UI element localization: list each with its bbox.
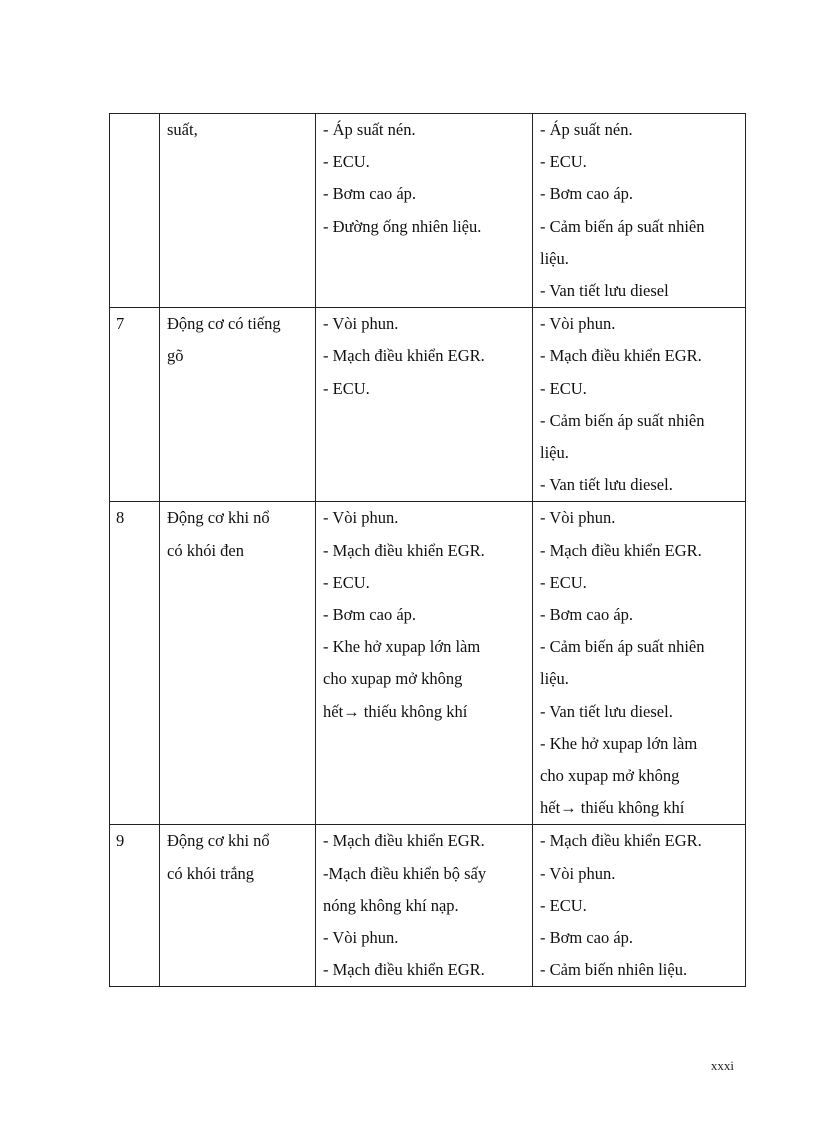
page-number: xxxi — [710, 1058, 734, 1073]
row-number-cell — [110, 502, 160, 825]
table-row — [110, 825, 746, 987]
cell-text-line: - ECU. — [540, 572, 587, 592]
cell-text-line: cho xupap mở không — [540, 766, 680, 786]
cell-text-line: - Van tiết lưu diesel. — [540, 475, 673, 495]
cell-text-line: - Vòi phun. — [323, 928, 399, 948]
cell-text-line: - ECU. — [540, 378, 587, 398]
cell-text-line: nóng không khí nạp. — [323, 895, 459, 915]
row-number-cell — [110, 308, 160, 502]
cell-text-line: có khói đen — [167, 540, 244, 560]
cell-text-line: suất, — [167, 120, 198, 139]
causes-cell — [316, 308, 533, 502]
cell-text-line: hết→ thiếu không khí — [323, 701, 468, 721]
table-row — [110, 114, 746, 308]
cell-text-line: - Cảm biến nhiên liệu. — [540, 960, 688, 980]
cell-text-line: cho xupap mở không — [323, 669, 463, 689]
cell-text-line: - Vòi phun. — [540, 314, 616, 334]
table-row — [110, 502, 746, 825]
row-number-cell — [110, 114, 160, 308]
cell-text-line: liệu. — [540, 443, 569, 463]
cell-text-line: - Vòi phun. — [540, 863, 616, 883]
cell-text-line: liệu. — [540, 669, 569, 689]
cell-text-line: - Mạch điều khiển EGR. — [323, 960, 485, 980]
row-number: 7 — [116, 314, 125, 334]
symptom-cell — [160, 502, 316, 825]
cell-text-line: hết→ thiếu không khí — [540, 798, 685, 818]
cell-text-line: - Khe hở xupap lớn làm — [323, 637, 481, 657]
cell-text-line: -Mạch điều khiển bộ sấy — [323, 863, 487, 883]
cell-text-line: có khói trắng — [167, 863, 255, 883]
cell-text-line: - Áp suất nén. — [540, 120, 633, 139]
cell-text-line: - Bơm cao áp. — [540, 928, 634, 948]
cell-text-line: - Van tiết lưu diesel — [540, 281, 669, 301]
cell-text-line: - Áp suất nén. — [323, 120, 416, 139]
cell-text-line: - Mạch điều khiển EGR. — [323, 346, 485, 366]
row-number: 9 — [116, 831, 125, 851]
cell-text-line: - Mạch điều khiển EGR. — [323, 831, 485, 851]
cell-text-line: - ECU. — [540, 895, 587, 915]
cell-text-line: - Cảm biến áp suất nhiên — [540, 637, 705, 657]
causes-detailed-cell — [533, 114, 746, 308]
cell-text-line: - Bơm cao áp. — [540, 605, 634, 625]
cell-text-line: - ECU. — [540, 152, 587, 172]
cell-text-line: - Van tiết lưu diesel. — [540, 701, 673, 721]
cell-text-line: - Bơm cao áp. — [323, 184, 417, 204]
symptom-cell — [160, 114, 316, 308]
row-number: 8 — [116, 508, 125, 528]
symptom-cell — [160, 308, 316, 502]
cell-text-line: Động cơ có tiếng — [167, 314, 281, 334]
cell-text-line: - Bơm cao áp. — [540, 184, 634, 204]
cell-text-line: liệu. — [540, 248, 569, 268]
cell-text-line: - Vòi phun. — [323, 314, 399, 334]
cell-text-line: - ECU. — [323, 378, 370, 398]
cell-text-line: - Mạch điều khiển EGR. — [323, 540, 485, 560]
cell-text-line: - ECU. — [323, 152, 370, 172]
causes-detailed-cell — [533, 825, 746, 987]
causes-cell — [316, 114, 533, 308]
cell-text-line: - Vòi phun. — [540, 508, 616, 528]
cell-text-line: - Mạch điều khiển EGR. — [540, 346, 702, 366]
symptom-cell — [160, 825, 316, 987]
cell-text-line: gõ — [167, 346, 184, 366]
cell-text-line: Động cơ khi nổ — [167, 508, 270, 528]
table-row — [110, 308, 746, 502]
cell-text-line: - ECU. — [323, 572, 370, 592]
cell-text-line: - Mạch điều khiển EGR. — [540, 540, 702, 560]
cell-text-line: - Mạch điều khiển EGR. — [540, 831, 702, 851]
diagnosis-table — [109, 113, 746, 987]
cell-text-line: - Cảm biến áp suất nhiên — [540, 410, 705, 430]
causes-detailed-cell — [533, 502, 746, 825]
causes-detailed-cell — [533, 308, 746, 502]
causes-cell — [316, 825, 533, 987]
row-number-cell — [110, 825, 160, 987]
cell-text-line: - Bơm cao áp. — [323, 605, 417, 625]
causes-cell — [316, 502, 533, 825]
cell-text-line: - Cảm biến áp suất nhiên — [540, 216, 705, 236]
cell-text-line: Động cơ khi nổ — [167, 831, 270, 851]
diagnosis-table-body — [110, 114, 746, 987]
cell-text-line: - Vòi phun. — [323, 508, 399, 528]
cell-text-line: - Khe hở xupap lớn làm — [540, 733, 698, 753]
cell-text-line: - Đường ống nhiên liệu. — [323, 216, 482, 236]
